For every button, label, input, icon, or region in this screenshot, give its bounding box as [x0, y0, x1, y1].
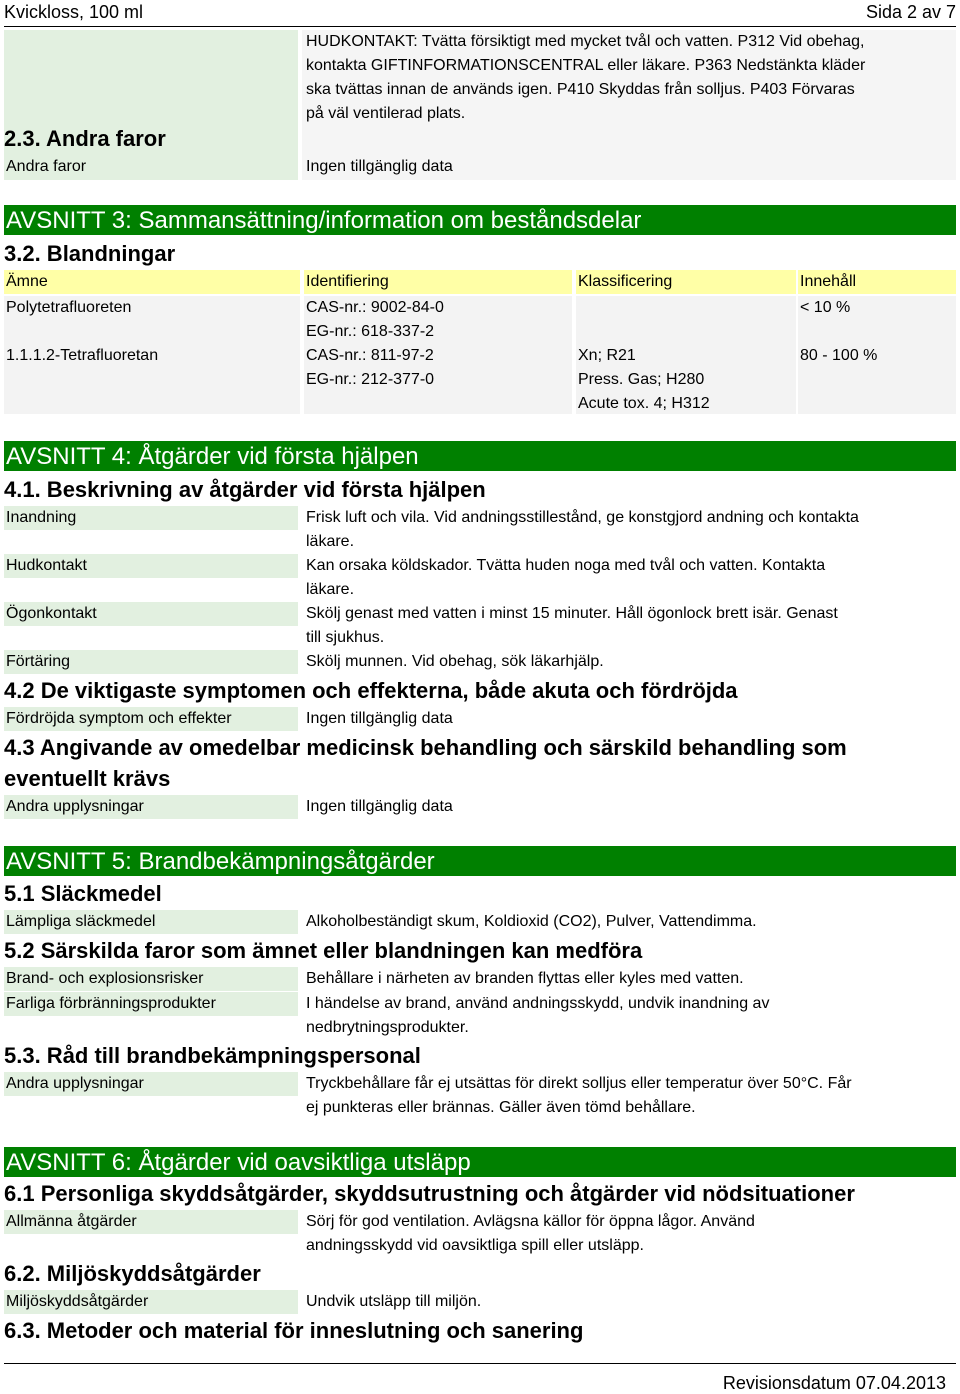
- value-other-info: Ingen tillgänglig data: [306, 798, 453, 815]
- substance-name: 1.1.1.2-Tetrafluoretan: [6, 347, 159, 364]
- footer-divider: [4, 1363, 956, 1364]
- other-hazards-value: Ingen tillgänglig data: [306, 158, 453, 175]
- value-delayed: Ingen tillgänglig data: [306, 710, 453, 727]
- section6-title: AVSNITT 6: Åtgärder vid oavsiktliga utsläpp: [4, 1147, 956, 1177]
- subheading-treatment-cont: eventuellt krävs: [4, 766, 171, 791]
- substance-name: Polytetrafluoreten: [6, 299, 132, 316]
- eg-number: EG-nr.: 212-377-0: [306, 371, 435, 388]
- value-combustion: I händelse av brand, använd andningsskydd, undvik inandning av nedbrytningsprodukter.: [306, 995, 770, 1036]
- label-fire-risk: Brand- och explosionsrisker: [4, 967, 298, 991]
- value-general: Sörj för god ventilation. Avlägsna källor för öppna lågor. Använd andningsskydd vid oavsiktliga spill eller utsläpp.: [306, 1213, 755, 1254]
- value-fire-risk: Behållare i närheten av branden flyttas eller kyles med vatten.: [306, 970, 744, 987]
- label-other-info-5: Andra upplysningar: [4, 1072, 298, 1096]
- page-number: Sida 2 av 7: [865, 2, 956, 22]
- subheading-personal-precautions: 6.1 Personliga skyddsåtgärder, skyddsutrustning och åtgärder vid nödsituationer: [4, 1181, 855, 1206]
- subheading-mixtures: 3.2. Blandningar: [4, 241, 176, 266]
- subheading-first-aid: 4.1. Beskrivning av åtgärder vid första hjälpen: [4, 477, 486, 502]
- label-delayed: Fördröjda symptom och effekter: [4, 707, 298, 731]
- eg-number: EG-nr.: 618-337-2: [306, 323, 435, 340]
- cas-number: CAS-nr.: 811-97-2: [306, 347, 434, 364]
- cas-number: CAS-nr.: 9002-84-0: [306, 299, 444, 316]
- subheading-treatment: 4.3 Angivande av omedelbar medicinsk behandling och särskild behandling som: [4, 735, 847, 760]
- label-combustion: Farliga förbränningsprodukter: [4, 992, 298, 1016]
- other-hazards-label: Andra faror: [6, 158, 87, 175]
- label-other-info: Andra upplysningar: [4, 795, 298, 819]
- col-content: Innehåll: [798, 270, 956, 294]
- col-identification: Identifiering: [304, 270, 572, 294]
- subheading-symptoms: 4.2 De viktigaste symptomen och effekterna, både akuta och fördröjda: [4, 678, 738, 703]
- header-divider: [4, 26, 956, 27]
- subheading-special-hazards: 5.2 Särskilda faror som ämnet eller blandningen kan medföra: [4, 938, 643, 963]
- skin-contact-text: HUDKONTAKT: Tvätta försiktigt med mycket tvål och vatten. P312 Vid obehag, kontakta GIFTINFORMATIONSCENTRAL eller läkare. P363 Nedstänkta kläder ska tvättas innan de används igen. P410 Skyddas från solljus. P403 Förvaras på väl ventilerad plats.: [306, 33, 866, 122]
- label-ingestion: Förtäring: [4, 650, 298, 674]
- classification: Acute tox. 4; H312: [578, 395, 710, 412]
- label-environmental: Miljöskyddsåtgärder: [4, 1290, 298, 1314]
- subheading-firefighter: 5.3. Råd till brandbekämpningspersonal: [4, 1043, 421, 1068]
- subheading-other-hazards: 2.3. Andra faror: [4, 126, 166, 151]
- label-general: Allmänna åtgärder: [4, 1210, 298, 1234]
- classification: Xn; R21: [578, 347, 636, 364]
- subheading-extinguishing: 5.1 Släckmedel: [4, 881, 162, 906]
- value-eye: Skölj genast med vatten i minst 15 minuter. Håll ögonlock brett isär. Genast till sjukhus.: [306, 605, 838, 646]
- col-classification: Klassificering: [576, 270, 796, 294]
- section3-title: AVSNITT 3: Sammansättning/information om beståndsdelar: [4, 205, 956, 235]
- label-inhalation: Inandning: [4, 506, 298, 530]
- section5-title: AVSNITT 5: Brandbekämpningsåtgärder: [4, 846, 956, 876]
- subheading-containment: 6.3. Metoder och material för inneslutning och sanering: [4, 1318, 584, 1343]
- value-inhalation: Frisk luft och vila. Vid andningsstillestånd, ge konstgjord andning och kontakta läkare.: [306, 509, 859, 550]
- value-other-info-5: Tryckbehållare får ej utsättas för direkt solljus eller temperatur över 50°C. Får ej punkteras eller brännas. Gäller även tömd behållare.: [306, 1075, 852, 1116]
- label-media: Lämpliga släckmedel: [4, 910, 298, 934]
- value-skin: Kan orsaka köldskador. Tvätta huden noga med tvål och vatten. Kontakta läkare.: [306, 557, 826, 598]
- revision-date: Revisionsdatum 07.04.2013: [722, 1373, 946, 1393]
- product-name: Kvickloss, 100 ml: [4, 2, 144, 22]
- section4-title: AVSNITT 4: Åtgärder vid första hjälpen: [4, 441, 956, 471]
- value-ingestion: Skölj munnen. Vid obehag, sök läkarhjälp.: [306, 653, 604, 670]
- classification: Press. Gas; H280: [578, 371, 705, 388]
- col-substance: Ämne: [4, 270, 300, 294]
- content-value: < 10 %: [800, 299, 851, 316]
- value-media: Alkoholbeständigt skum, Koldioxid (CO2), Pulver, Vattendimma.: [306, 913, 757, 930]
- content-value: 80 - 100 %: [800, 347, 878, 364]
- value-environmental: Undvik utsläpp till miljön.: [306, 1293, 482, 1310]
- subheading-environmental: 6.2. Miljöskyddsåtgärder: [4, 1261, 261, 1286]
- label-eye: Ögonkontakt: [4, 602, 298, 626]
- label-skin: Hudkontakt: [4, 554, 298, 578]
